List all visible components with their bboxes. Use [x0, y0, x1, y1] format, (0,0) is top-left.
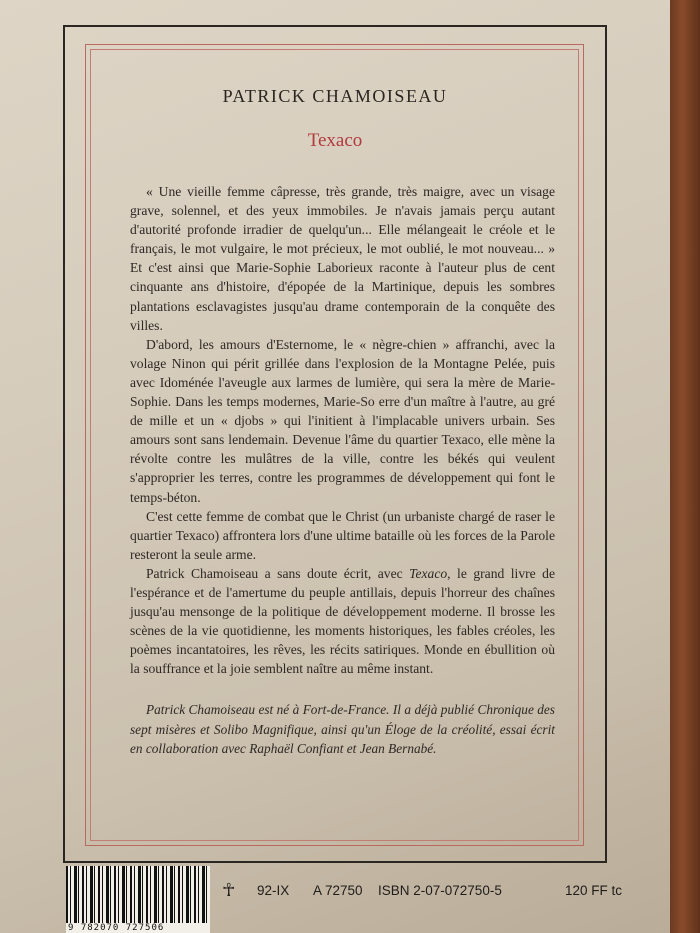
blurb-paragraph-3: C'est cette femme de combat que le Christ (un urbaniste chargé de raser le quartier Texaco) affrontera lors d'une ultime bataille où les forces de la Parole resteront la seule arme.: [130, 508, 555, 562]
wood-background: [670, 0, 700, 933]
blurb-paragraph-4: [130, 564, 555, 679]
barcode-number: 9 782070 727506: [66, 923, 210, 933]
price: 120 FF tc: [565, 883, 623, 898]
p4-before: Patrick Chamoiseau a sans doute écrit, avec: [146, 565, 410, 581]
p4-title-italic: Texaco: [409, 565, 448, 581]
author-name: PATRICK CHAMOISEAU: [222, 86, 448, 106]
barcode: [66, 866, 210, 933]
author-bio: Patrick Chamoiseau est né à Fort-de-France. Il a déjà publié Chronique des sept misères et Solibo Magnifique, ainsi qu'un Éloge de la créolité, essai écrit en collaboration avec Raphaël Confiant et Jean Bernabé.: [130, 702, 555, 756]
book-title: Texaco: [307, 130, 363, 151]
p4-after: , le grand livre de l'espérance et de l'amertume du peuple antillais, depuis l'horreur des chaînes jusqu'au mensonge de la politique de développement moderne. Il brosse les scènes de la vie quotidienne, les moments historiques, les fables créoles, les poèmes incantatoires, les rêves, les récits satiriques. Monde en ébullition où la souffrance et la joie semblent naître au même instant.: [130, 565, 555, 677]
article-code: A 72750: [313, 883, 363, 898]
blurb-paragraph-1: « Une vieille femme câpresse, très grande, très maigre, avec un visage grave, solennel, et des yeux immobiles. Je n'avais jamais perçu autant d'autorité profonde irradier de quelqu'un... Elle mélangeait le créole et le français, le mot vulgaire, le mot précieux, le mot oublié, le mot nouveau... » Et c'est ainsi que Marie-Sophie Laborieux raconte à l'auteur plus de cent cinquante ans d'histoire, d'épopée de la Martinique, depuis les sombres plantations esclavagistes jusqu'au drame contemporain de la conquête des villes.: [130, 184, 555, 333]
gallimard-logo-icon: ☥: [222, 880, 236, 901]
blurb: [130, 182, 555, 758]
collection-code: 92-IX: [257, 883, 290, 898]
isbn: ISBN 2-07-072750-5: [378, 883, 502, 898]
blurb-paragraph-2: D'abord, les amours d'Esternome, le « nègre-chien » affranchi, avec la volage Ninon qui périt grillée dans l'explosion de la Montagne Pelée, puis avec Idoménée l'aveugle aux larmes de lumière, qui sera la mère de Marie-Sophie. Dans les temps modernes, Marie-So erre d'un maître à l'autre, au gré de mille et un « djobs » qui l'initient à l'implacable univers urbain. Ses amours sont sans lendemain. Devenue l'âme du quartier Texaco, elle mène la révolte contre les mulâtres de la ville, contre les békés qui veulent s'approprier les terres, contre les programmes de développement qui font le temps-béton.: [130, 336, 555, 505]
